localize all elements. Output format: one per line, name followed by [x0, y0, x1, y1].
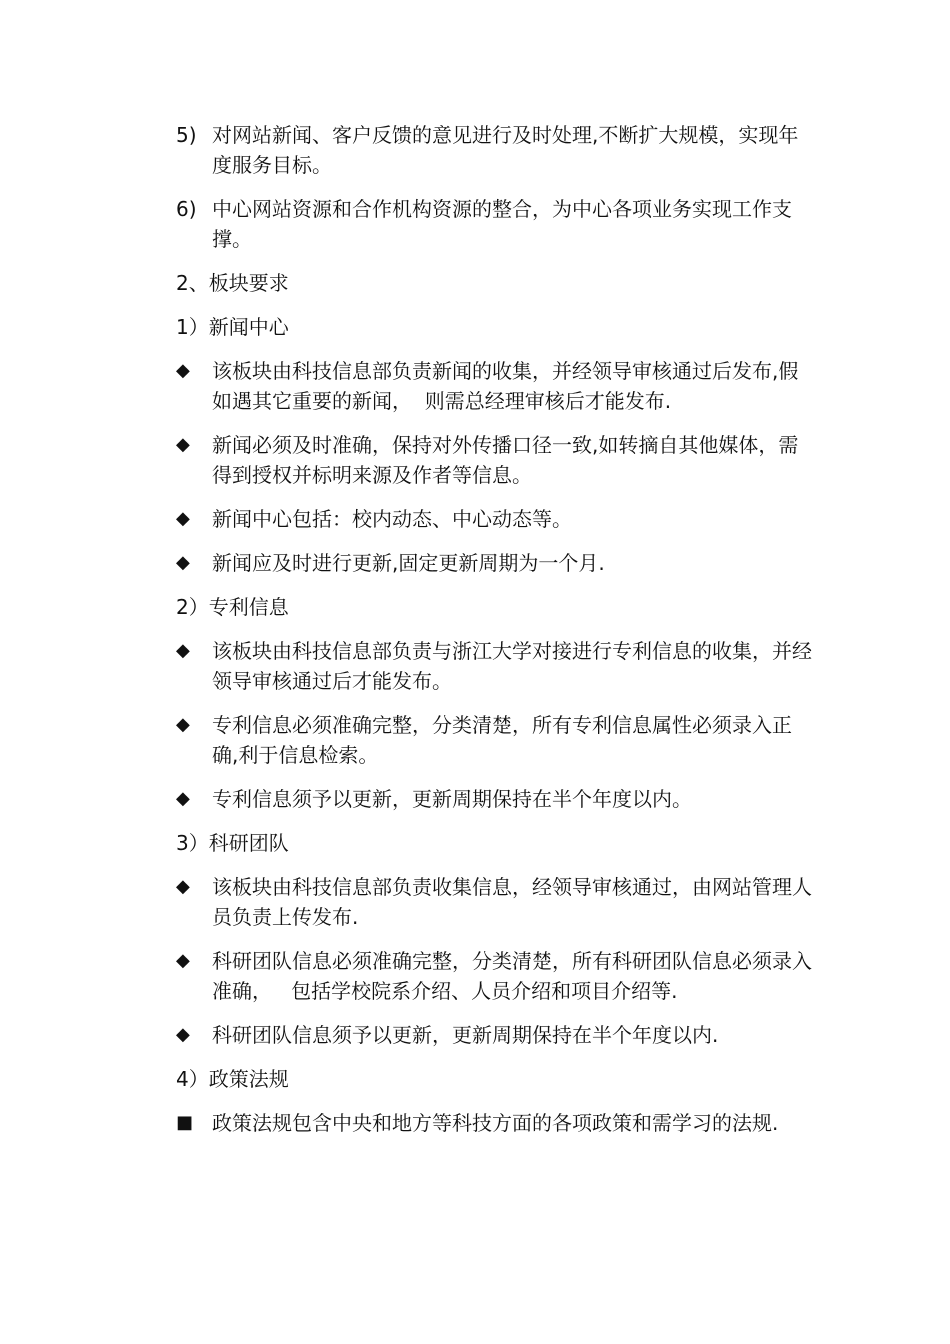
diamond-bullet-icon: ◆	[176, 950, 190, 971]
item-text: 新闻必须及时准确，保持对外传播口径一致,如转摘自其他媒体，需得到授权并标明来源及作者等信息。	[212, 433, 799, 487]
diamond-bullet-icon: ◆	[176, 876, 190, 897]
item-text: 该板块由科技信息部负责与浙江大学对接进行专利信息的收集，并经领导审核通过后才能发布。	[212, 639, 812, 693]
item-number: 5)	[176, 123, 197, 147]
bullet-item	[176, 1020, 816, 1050]
diamond-bullet-icon: ◆	[176, 552, 190, 573]
diamond-bullet-icon: ◆	[176, 508, 190, 529]
bullet-item	[176, 548, 816, 578]
bullet-item	[176, 710, 816, 770]
diamond-bullet-icon: ◆	[176, 360, 190, 381]
item-text: 对网站新闻、客户反馈的意见进行及时处理,不断扩大规模，实现年度服务目标。	[212, 123, 799, 177]
diamond-bullet-icon: ◆	[176, 640, 190, 661]
item-text: 该板块由科技信息部负责新闻的收集，并经领导审核通过后发布,假如遇其它重要的新闻， 则需总经理审核后才能发布.	[212, 359, 799, 413]
item-text: 专利信息须予以更新，更新周期保持在半个年度以内。	[212, 787, 692, 811]
section-heading: 2）专利信息	[176, 595, 289, 619]
bullet-item	[176, 784, 816, 814]
square-bullet-icon: ■	[176, 1112, 194, 1133]
section-heading: 4）政策法规	[176, 1067, 289, 1091]
bullet-item	[176, 946, 816, 1006]
numbered-item	[176, 194, 816, 254]
bullet-item	[176, 872, 816, 932]
numbered-item	[176, 120, 816, 180]
bullet-item	[176, 636, 816, 696]
item-text: 科研团队信息须予以更新，更新周期保持在半个年度以内.	[212, 1023, 719, 1047]
item-text: 该板块由科技信息部负责收集信息，经领导审核通过，由网站管理人员负责上传发布.	[212, 875, 812, 929]
bullet-item	[176, 430, 816, 490]
section-heading: 2、板块要求	[176, 271, 289, 295]
bullet-item	[176, 356, 816, 416]
diamond-bullet-icon: ◆	[176, 788, 190, 809]
item-text: 政策法规包含中央和地方等科技方面的各项政策和需学习的法规.	[212, 1111, 779, 1135]
item-text: 专利信息必须准确完整，分类清楚，所有专利信息属性必须录入正确,利于信息检索。	[212, 713, 792, 767]
section-heading: 1）新闻中心	[176, 315, 289, 339]
item-number: 6)	[176, 197, 197, 221]
item-text: 新闻应及时进行更新,固定更新周期为一个月.	[212, 551, 605, 575]
bullet-item	[176, 1108, 816, 1138]
bullet-item	[176, 504, 816, 534]
item-text: 科研团队信息必须准确完整，分类清楚，所有科研团队信息必须录入准确， 包括学校院系介绍、人员介绍和项目介绍等.	[212, 949, 812, 1003]
item-text: 中心网站资源和合作机构资源的整合，为中心各项业务实现工作支撑。	[212, 197, 792, 251]
item-text: 新闻中心包括：校内动态、中心动态等。	[212, 507, 572, 531]
diamond-bullet-icon: ◆	[176, 434, 190, 455]
diamond-bullet-icon: ◆	[176, 1024, 190, 1045]
document-body	[176, 120, 816, 1152]
diamond-bullet-icon: ◆	[176, 714, 190, 735]
section-heading: 3）科研团队	[176, 831, 289, 855]
